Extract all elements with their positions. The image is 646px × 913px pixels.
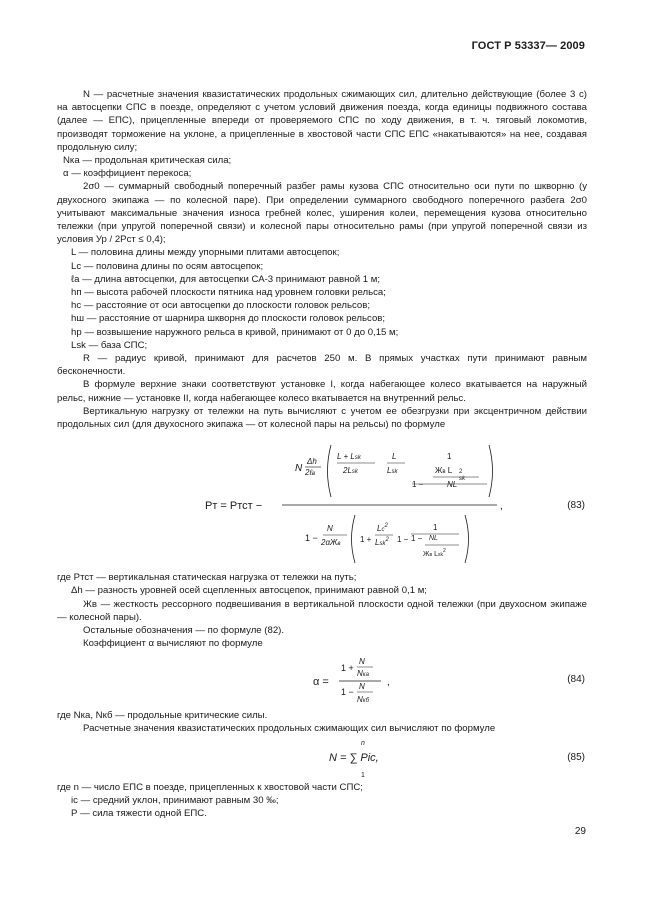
svg-text:1: 1 [433,523,438,533]
others-note: Остальные обозначения — по формуле (82). [83,625,285,637]
svg-text:Lsk2: Lsk$^2$ [375,537,389,548]
svg-text:L: L [392,452,397,462]
svg-text:N: N [295,463,303,475]
signs-paragraph: В формуле верхние знаки соответствуют установке I, когда набегающее колесо вкатывается на наружный рельс, нижние — установке II, когда набегающее колесо вкатывается на внутренний рельс. [57,379,587,404]
svg-text:NL: NL [447,480,458,490]
svg-text:,: , [387,676,390,688]
dh-definition: Δh — разность уровней осей сцепленных автосцепок, принимают равной 0,1 м; [71,585,427,597]
zh-definition: Жв — жесткость рессорного подвешивания в вертикальной плоскости одной тележки (при двухосном экипаже — колесной пары). [57,598,587,623]
svg-text:1 −: 1 − [397,535,409,545]
svg-text:Lsk: Lsk [387,466,398,476]
svg-text:2: 2 [459,469,463,476]
svg-text:2Lsk: 2Lsk [343,466,358,476]
svg-text:Nкб: Nкб [357,694,370,704]
nka-definition: Nка — продольная критическая сила; [63,155,232,167]
vertical-load-paragraph: Вертикальную нагрузку от тележки на путь вычисляют с учетом ее обезгрузки при эксцентричном действии продольных сил (для двухосного экипажа — от колесной пары на рельсы) по формуле [57,405,587,431]
ic-definition: iс — средний уклон, принимают равным 30 ‰; [71,795,279,807]
L-definition: L — половина длины между упорными плитами автосцепок; [71,247,340,259]
n-definition: N — расчетные значения квазистатических продольных сжимающих сил, длительно действующие (более 3 с) на автосцепки СПС в поезде, определяют с учетом условий движения поезда, когда единицы подвижного состава (далее — ЕПС), прицепленные впереди от проверяемого СПС по ходу движения, в т. ч. тяговый локомотив, производят торможение на уклоне, а прицепленные в хвостовой части СПС ЕПС «накатываются» на нее, создавая продольную силу; [57,89,587,153]
svg-text:1 −: 1 − [412,480,424,490]
eq84-number: (84) [567,673,585,685]
eq83-number: (83) [567,500,585,512]
alpha-definition: α — коэффициент перекоса; [63,168,192,180]
hsh-definition: hш — расстояние от шарнира шкворня до плоскости головок рельсов; [71,313,386,325]
svg-text:1 −: 1 − [341,686,354,697]
svg-text:n: n [361,739,365,747]
eq83-lhs: Pт = Pтст − [205,500,263,513]
svg-text:N: N [359,656,365,666]
svg-text:Nка: Nка [357,668,369,678]
formula-84-graphic [307,651,507,709]
Lc-definition: Lc — половина длины по осям автосцепок; [71,260,264,272]
svg-text:NL: NL [429,535,438,543]
svg-text:N: N [359,681,365,691]
svg-text:Жв L: Жв L [435,466,453,476]
svg-text:1 +: 1 + [341,662,354,673]
hn-definition: hп — высота рабочей плоскости пятника над уровнем головки рельса; [71,287,386,299]
svg-text:Lc2: Lc$^2$ [377,523,388,534]
svg-text:2ℓв: 2ℓв [305,468,316,478]
svg-text:,: , [500,501,503,513]
calc-n-intro: Расчетные значения квазистатических продольных сжимающих сил вычисляют по формуле [83,722,496,734]
formula-84 [57,651,587,709]
svg-text:1 −: 1 − [305,533,318,544]
Lsk-definition: Lsk — база СПС; [71,339,148,351]
P-definition: Р — сила тяжести одной ЕПС. [71,808,207,820]
document-header: ГОСТ Р 53337— 2009 [471,40,585,52]
hc-definition: hс — расстояние от оси автосцепки до плоскости головок рельсов; [71,300,370,312]
svg-text:1: 1 [361,771,365,779]
formula-85-graphic [325,735,525,781]
svg-text:1: 1 [447,452,452,462]
svg-text:1 −: 1 − [411,534,423,544]
two-sigma-definition: 2σ0 — суммарный свободный поперечный разбег рамы кузова СПС относительно оси пути по шкворню (у двухосного экипажа — по колесной паре). При определении суммарного свободного поперечного разбега 2σ0 учитывают максимальные значения износа гребней колес, уширения колеи, перемещения кузова относительно тележки (при упругой поперечной связи) и колесной пары относительно рамы (при упругой поперечной связи из условия Ур / 2Рст ≤ 0,4); [57,181,587,246]
eq85-lhs: N = ∑ Pic, [329,751,379,764]
svg-text:Δh: Δh [307,457,317,467]
R-definition: R — радиус кривой, принимают для расчетов 250 м. В прямых участках пути принимают равным бесконечности. [57,353,587,378]
where-nka: где Nка, Nкб — продольные критические силы. [57,709,268,721]
page-number: 29 [574,826,586,837]
hp-definition: hр — возвышение наружного рельса в кривой, принимают от 0 до 0,15 м; [71,326,399,338]
where-n: где n — число ЕПС в поезде, прицепленных к хвостовой части СПС; [57,781,363,793]
formula-83 [57,431,587,571]
la-definition: ℓа — длина автосцепки, для автосцепки СА-3 принимают равной 1 м; [71,273,381,285]
page-body [57,88,587,821]
svg-text:sk: sk [459,476,465,483]
svg-text:Жв Lsk2: Жв Lsk$^2$ [423,548,446,559]
svg-text:L + Lsk: L + Lsk [337,452,361,462]
coef-intro: Коэффициент α вычисляют по формуле [83,638,263,650]
eq84-lhs: α = [313,675,329,688]
formula-85 [57,735,587,781]
where-ptst: где Ртст — вертикальная статическая нагрузка от тележки на путь; [57,572,357,584]
svg-text:2αЖв: 2αЖв [321,538,341,548]
svg-text:N: N [327,524,333,534]
eq85-number: (85) [567,751,585,763]
svg-text:1 +: 1 + [360,535,372,545]
